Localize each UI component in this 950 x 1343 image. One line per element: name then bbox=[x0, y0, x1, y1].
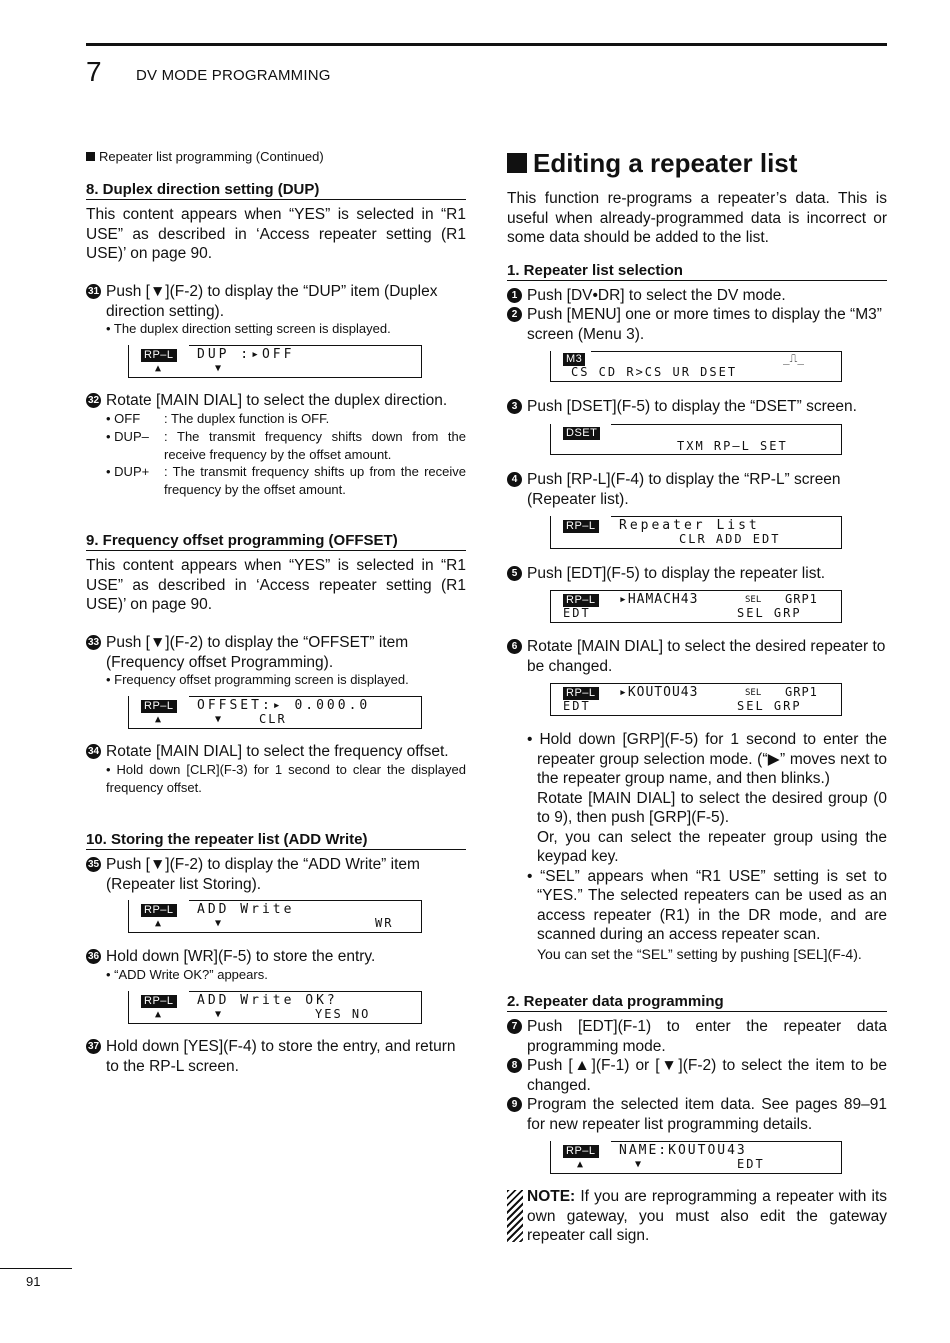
down-triangle-icon: ▼ bbox=[215, 714, 222, 725]
header-rule bbox=[86, 43, 887, 46]
up-triangle-icon: ▲ bbox=[155, 714, 162, 725]
section-9-intro: This content appears when “YES” is selected in “R1 USE” as described in ‘Access repeater setting (R1 USE)’ on page 90. bbox=[86, 557, 466, 613]
up-triangle-icon: ▲ bbox=[155, 918, 162, 929]
chapter-title: DV MODE PROGRAMMING bbox=[136, 67, 331, 84]
section-8-intro: This content appears when “YES” is selected in “R1 USE” as described in ‘Access repeater setting (R1 USE)’ on page 90. bbox=[86, 206, 466, 262]
lcd-line-2-right: SEL GRP bbox=[737, 699, 802, 713]
continued-label: Repeater list programming (Continued) bbox=[86, 148, 324, 166]
page-rule bbox=[0, 1268, 72, 1269]
dup-option-plus: • DUP+ : The transmit frequency shifts up from the receive frequency by the offset amount. bbox=[106, 464, 466, 497]
lcd-repeater-list-2 bbox=[550, 683, 842, 716]
sel-indicator: SEL bbox=[745, 595, 762, 605]
section-rule bbox=[507, 1011, 887, 1012]
step-number-badge: 6 bbox=[507, 639, 522, 654]
down-triangle-icon: ▼ bbox=[215, 1009, 222, 1020]
step-number-badge: 32 bbox=[87, 395, 100, 406]
lcd-line-1: DUP :▸OFF bbox=[197, 347, 295, 362]
note-text: NOTE: If you are reprogramming a repeater with its own gateway, you must also edit the gateway repeater call sign. bbox=[527, 1188, 887, 1244]
dup-option-off: • OFF : The duplex function is OFF. bbox=[106, 411, 330, 426]
lcd-line-2-right: SEL GRP bbox=[737, 606, 802, 620]
step-2: 2 Push [MENU] one or more times to display the “M3” screen (Menu 3). bbox=[507, 305, 887, 344]
lcd-line-2: TXM RP–L SET bbox=[677, 439, 788, 453]
sel-indicator: SEL bbox=[745, 688, 762, 698]
group-label: GRP1 bbox=[785, 685, 818, 699]
lcd-m3-screen bbox=[550, 351, 842, 382]
step-33: 33 Push [▼](F-2) to display the “OFFSET” item (Frequency offset Programming). bbox=[87, 634, 409, 671]
lcd-line-1: OFFSET:▸ 0.000.0 bbox=[197, 698, 371, 713]
section-10-title: 10. Storing the repeater list (ADD Write) bbox=[86, 831, 368, 848]
lcd-rpl-screen bbox=[550, 516, 842, 549]
lcd-line-2: YES NO bbox=[315, 1007, 371, 1021]
section-rule bbox=[507, 280, 887, 281]
step-number-badge: 9 bbox=[507, 1097, 522, 1112]
lcd-repeater-list-1 bbox=[550, 590, 842, 623]
lcd-mode-tag: DSET bbox=[563, 427, 600, 440]
step-3: 3 Push [DSET](F-5) to display the “DSET” screen. bbox=[507, 397, 887, 417]
lcd-line-2-left: EDT bbox=[563, 699, 591, 713]
lcd-line-2: EDT bbox=[737, 1157, 765, 1171]
lcd-line-2-left: EDT bbox=[563, 606, 591, 620]
step-33-bullet: • Frequency offset programming screen is displayed. bbox=[106, 672, 409, 687]
section-rule bbox=[86, 550, 466, 551]
up-triangle-icon: ▲ bbox=[155, 363, 162, 374]
lcd-line-2: CLR bbox=[259, 712, 287, 726]
page-number: 91 bbox=[26, 1274, 41, 1289]
up-triangle-icon: ▲ bbox=[577, 1159, 584, 1170]
lcd-line-1: ▸KOUTOU43 bbox=[619, 685, 699, 700]
lcd-mode-tag: RP–L bbox=[141, 904, 177, 917]
group-label: GRP1 bbox=[785, 592, 818, 606]
step-number-badge: 3 bbox=[507, 399, 522, 414]
step-number-badge: 4 bbox=[507, 472, 522, 487]
step-8: 8 Push [▲](F-1) or [▼](F-2) to select the item to be changed. bbox=[507, 1056, 887, 1095]
lcd-offset-screen bbox=[128, 696, 422, 729]
down-triangle-icon: ▼ bbox=[215, 918, 222, 929]
step-7: 7 Push [EDT](F-1) to enter the repeater data programming mode. bbox=[507, 1017, 887, 1056]
step-4: 4 Push [RP-L](F-4) to display the “RP-L” screen (Repeater list). bbox=[507, 470, 887, 509]
step-1: 1 Push [DV•DR] to select the DV mode. bbox=[507, 286, 887, 306]
subsection-1-title: 1. Repeater list selection bbox=[507, 262, 683, 279]
section-8-title: 8. Duplex direction setting (DUP) bbox=[86, 181, 320, 198]
step-34-bullet: • Hold down [CLR](F-3) for 1 second to clear the displayed frequency offset. bbox=[106, 762, 466, 795]
section-9-title: 9. Frequency offset programming (OFFSET) bbox=[86, 532, 398, 549]
step-number-badge: 35 bbox=[87, 859, 100, 870]
step-9: 9 Program the selected item data. See pages 89–91 for new repeater list programming details. bbox=[507, 1095, 887, 1134]
lcd-name-screen bbox=[550, 1141, 842, 1174]
subsection-2-title: 2. Repeater data programming bbox=[507, 993, 724, 1010]
lcd-add-write-ok-screen bbox=[128, 991, 422, 1024]
step-number-badge: 31 bbox=[87, 286, 100, 297]
lcd-line-1: ▸HAMACH43 bbox=[619, 592, 699, 607]
lcd-line-2: CLR ADD EDT bbox=[679, 532, 781, 546]
lcd-line-1: Repeater List bbox=[619, 518, 760, 533]
section-title: Editing a repeater list bbox=[507, 147, 797, 179]
lcd-dup-screen bbox=[128, 345, 422, 378]
step-31-bullet: • The duplex direction setting screen is displayed. bbox=[106, 321, 391, 336]
signal-pulse-icon: _⎍_ bbox=[783, 352, 804, 365]
square-bullet-icon bbox=[507, 153, 527, 173]
step-35: 35 Push [▼](F-2) to display the “ADD Write” item (Repeater list Storing). bbox=[87, 856, 420, 893]
down-triangle-icon: ▼ bbox=[215, 363, 222, 374]
step-number-badge: 2 bbox=[507, 307, 522, 322]
lcd-mode-tag: RP–L bbox=[563, 687, 599, 700]
down-triangle-icon: ▼ bbox=[635, 1159, 642, 1170]
lcd-mode-tag: RP–L bbox=[563, 1145, 599, 1158]
lcd-line-1: ADD Write OK? bbox=[197, 993, 338, 1008]
lcd-mode-tag: RP–L bbox=[563, 520, 599, 533]
lcd-mode-tag: RP–L bbox=[563, 594, 599, 607]
lcd-mode-tag: M3 bbox=[563, 353, 585, 366]
step-number-badge: 34 bbox=[87, 746, 100, 757]
section-intro: This function re-programs a repeater’s data. This is useful when already-programmed data is incorrect or some data should be added to the list. bbox=[507, 190, 887, 246]
step-number-badge: 33 bbox=[87, 637, 100, 648]
lcd-line-1: NAME:KOUTOU43 bbox=[619, 1143, 747, 1158]
step-number-badge: 1 bbox=[507, 288, 522, 303]
lcd-dset-screen bbox=[550, 424, 842, 455]
lcd-mode-tag: RP–L bbox=[141, 995, 177, 1008]
step-6: 6 Rotate [MAIN DIAL] to select the desired repeater to be changed. bbox=[507, 637, 887, 676]
section-rule bbox=[86, 849, 466, 850]
step-36: 36 Hold down [WR](F-5) to store the entry. bbox=[87, 948, 376, 965]
step-number-badge: 36 bbox=[87, 951, 100, 962]
section-rule bbox=[86, 199, 466, 200]
lcd-line-2: CS CD R>CS UR DSET bbox=[571, 365, 738, 379]
step-37: 37 Hold down [YES](F-4) to store the entry, and return to the RP-L screen. bbox=[87, 1038, 456, 1075]
step-5: 5 Push [EDT](F-5) to display the repeater list. bbox=[507, 564, 887, 584]
step-36-bullet: • “ADD Write OK?” appears. bbox=[106, 967, 268, 982]
lcd-mode-tag: RP–L bbox=[141, 349, 177, 362]
lcd-mode-tag: RP–L bbox=[141, 700, 177, 713]
square-bullet-icon bbox=[86, 152, 95, 161]
note-hatch-icon bbox=[507, 1190, 523, 1242]
step-34: 34 Rotate [MAIN DIAL] to select the frequency offset. bbox=[87, 743, 449, 760]
step-31: 31 Push [▼](F-2) to display the “DUP” item (Duplex direction setting). bbox=[87, 283, 438, 320]
group-selection-note: • Hold down [GRP](F-5) for 1 second to enter the repeater group selection mode. (“▶” moves next to the repeater group name, and then blinks.) Rotate [MAIN DIAL] to select the desired group (0 to 9), then push [GRP](F-5). Or, you can select the repeater group using the keypad key. • “SEL” appears when “R1 USE” setting is set to “YES.” The selected repeaters can be used as an access repeater (R1) in the DR mode, and are scanned during an access repeater scan. You can set the “SEL” setting by pushing [SEL](F-4). bbox=[527, 731, 887, 962]
step-number-badge: 37 bbox=[87, 1041, 100, 1052]
step-number-badge: 5 bbox=[507, 566, 522, 581]
lcd-line-1: ADD Write bbox=[197, 902, 295, 917]
step-32: 32 Rotate [MAIN DIAL] to select the duplex direction. bbox=[87, 392, 448, 409]
step-number-badge: 7 bbox=[507, 1019, 522, 1034]
lcd-line-2: WR bbox=[375, 916, 394, 930]
step-number-badge: 8 bbox=[507, 1058, 522, 1073]
up-triangle-icon: ▲ bbox=[155, 1009, 162, 1020]
lcd-add-write-screen bbox=[128, 900, 422, 933]
dup-option-minus: • DUP– : The transmit frequency shifts down from the receive frequency by the offset amount. bbox=[106, 429, 466, 462]
chapter-number: 7 bbox=[86, 56, 102, 87]
